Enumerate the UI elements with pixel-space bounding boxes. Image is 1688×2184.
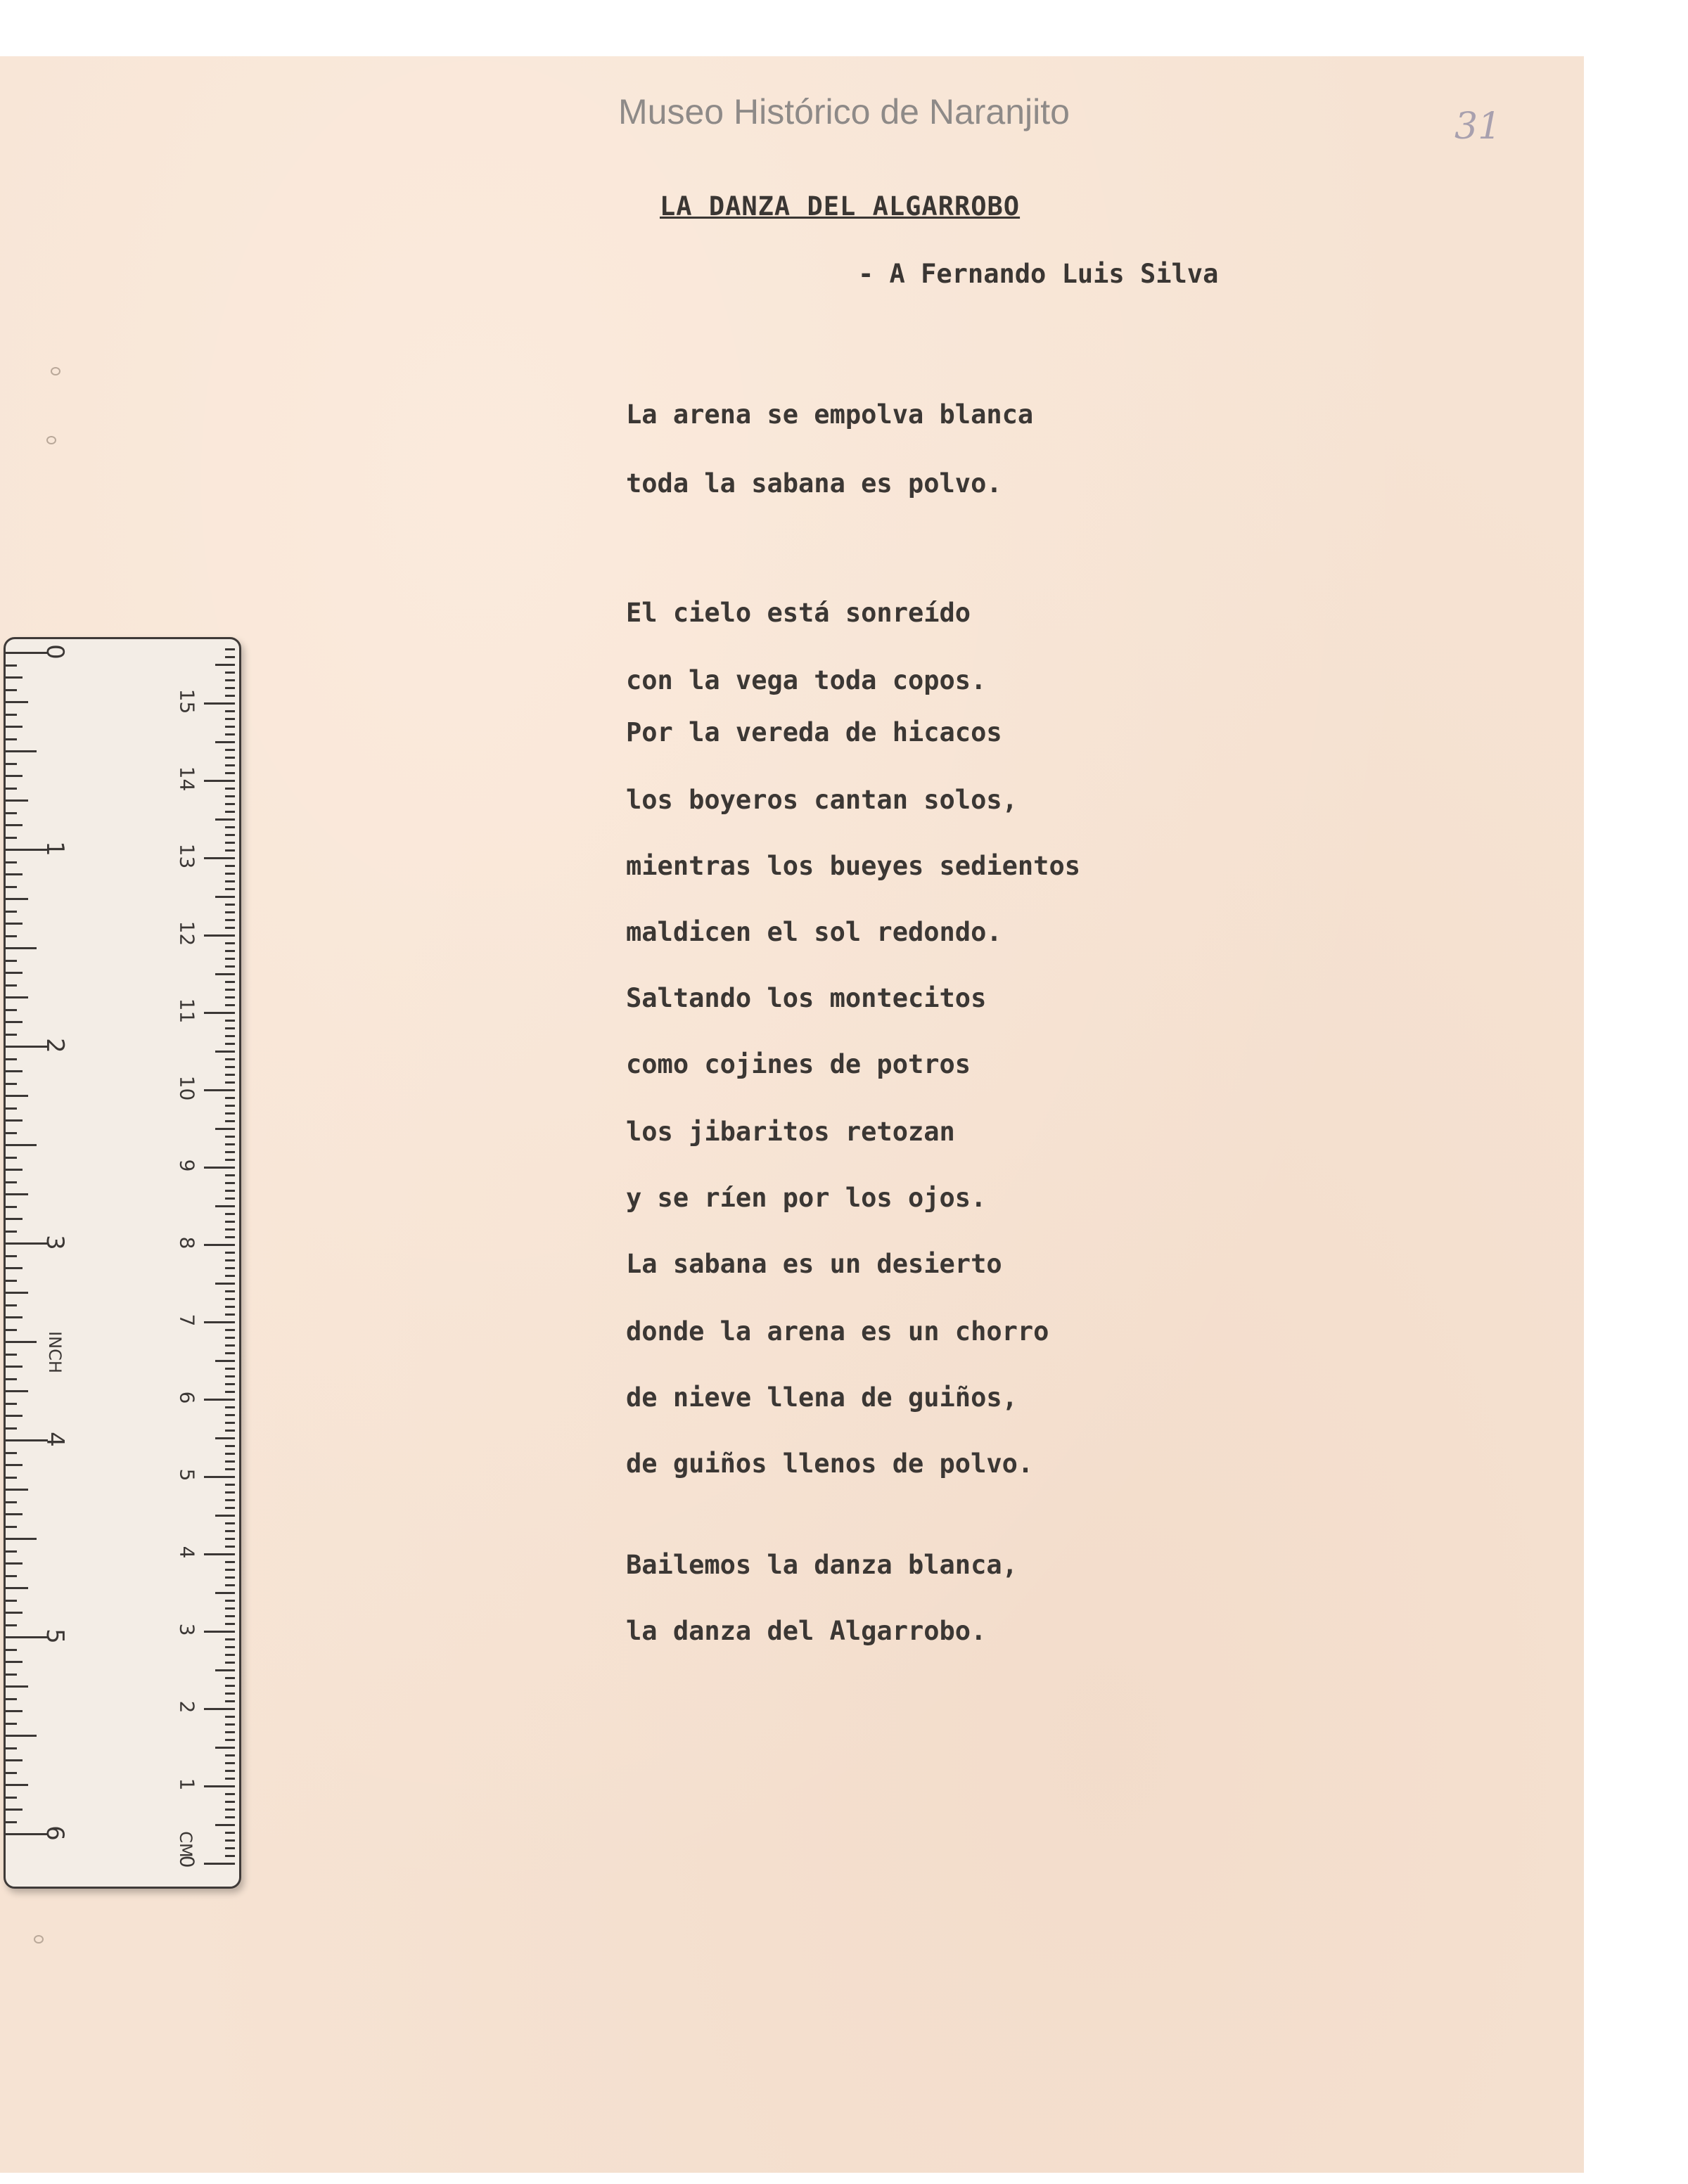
ruler-cm-tick xyxy=(225,1422,235,1424)
ruler-inch-tick xyxy=(6,1058,17,1060)
ruler-cm-tick xyxy=(215,1205,235,1207)
ruler-cm-tick xyxy=(225,1700,235,1702)
ruler-inch-tick xyxy=(6,1341,37,1343)
poem-line: de guiños llenos de polvo. xyxy=(626,1448,1034,1479)
ruler-inch-tick xyxy=(6,1723,17,1725)
ruler-cm-tick xyxy=(225,656,235,658)
ruler-inch-tick xyxy=(6,1489,28,1491)
ruler-inch-tick xyxy=(6,1009,17,1011)
ruler-cm-tick xyxy=(225,788,235,790)
ruler-inch-tick xyxy=(6,1181,17,1183)
scale-ruler xyxy=(4,637,241,1889)
ruler-cm-number: 10 xyxy=(175,1075,199,1101)
ruler-cm-tick xyxy=(225,733,235,736)
ruler-cm-tick xyxy=(204,780,235,782)
ruler-cm-tick xyxy=(225,772,235,774)
ruler-inch-tick xyxy=(6,1698,17,1700)
poem-line: la danza del Algarrobo. xyxy=(626,1616,987,1646)
poem-line: y se ríen por los ojos. xyxy=(626,1183,987,1213)
ruler-cm-tick xyxy=(225,1692,235,1695)
ruler-cm-tick xyxy=(204,1167,235,1169)
ruler-cm-tick xyxy=(215,896,235,898)
ruler-inch-tick xyxy=(6,1501,17,1503)
punch-hole xyxy=(34,1935,44,1944)
ruler-cm-tick xyxy=(225,1762,235,1764)
ruler-cm-tick xyxy=(225,1484,235,1486)
punch-hole xyxy=(46,436,56,444)
ruler-cm-tick xyxy=(225,1290,235,1292)
ruler-cm-tick xyxy=(225,679,235,681)
ruler-cm-tick xyxy=(225,1267,235,1269)
poem-line: La arena se empolva blanca xyxy=(626,399,1034,430)
ruler-cm-tick xyxy=(225,795,235,797)
ruler-cm-tick xyxy=(225,1252,235,1254)
ruler-cm-tick xyxy=(225,1313,235,1316)
ruler-inch-tick xyxy=(6,676,23,679)
ruler-cm-tick xyxy=(225,1112,235,1115)
ruler-inch-tick xyxy=(6,1403,17,1405)
ruler-cm-tick xyxy=(225,1213,235,1215)
ruler-cm-number: 2 xyxy=(175,1700,199,1714)
poem-line: con la vega toda copos. xyxy=(626,665,987,695)
ruler-cm-tick xyxy=(225,1522,235,1524)
poem-line: los boyeros cantan solos, xyxy=(626,785,1018,815)
ruler-cm-tick xyxy=(225,1723,235,1726)
ruler-cm-tick xyxy=(225,1298,235,1300)
ruler-cm-number: 13 xyxy=(175,843,199,869)
ruler-cm-tick xyxy=(225,981,235,983)
ruler-inch-tick xyxy=(6,1316,23,1318)
ruler-cm-tick xyxy=(225,1174,235,1176)
ruler-inch-tick xyxy=(6,837,17,839)
ruler-inch-tick xyxy=(6,714,17,716)
ruler-inch-tick xyxy=(6,1280,17,1282)
ruler-inch-tick xyxy=(6,750,37,752)
ruler-inch-tick xyxy=(6,1267,23,1269)
ruler-inch-tick xyxy=(6,1674,17,1676)
poem-line: como cojines de potros xyxy=(626,1049,971,1079)
ruler-cm-tick xyxy=(215,1747,235,1749)
ruler-cm-number: 12 xyxy=(175,920,199,946)
ruler-inch-tick xyxy=(6,886,17,888)
ruler-cm-tick xyxy=(225,1538,235,1540)
ruler-cm-tick xyxy=(225,718,235,720)
ruler-cm-number: 0 xyxy=(175,1855,199,1868)
ruler-cm-tick xyxy=(225,1197,235,1200)
poem-line: los jibaritos retozan xyxy=(626,1117,955,1147)
ruler-cm-tick xyxy=(225,1368,235,1370)
ruler-inch-label: INCH xyxy=(45,1331,65,1373)
ruler-inch-tick xyxy=(6,1452,17,1454)
ruler-inch-tick xyxy=(6,824,23,826)
ruler-cm-tick xyxy=(204,857,235,859)
ruler-cm-tick xyxy=(225,942,235,944)
ruler-inch-tick xyxy=(6,1255,17,1257)
ruler-inch-tick xyxy=(6,763,17,765)
ruler-inch-tick xyxy=(6,1550,17,1553)
ruler-inch-tick xyxy=(6,1464,23,1466)
ruler-cm-tick xyxy=(225,687,235,689)
ruler-cm-number: 8 xyxy=(175,1236,199,1250)
ruler-cm-tick xyxy=(225,1584,235,1586)
ruler-cm-tick xyxy=(225,1120,235,1122)
ruler-cm-tick xyxy=(225,1654,235,1656)
ruler-inch-number: 1 xyxy=(41,841,69,856)
ruler-inch-tick xyxy=(6,1562,23,1565)
poem-line: maldicen el sol redondo. xyxy=(626,917,1002,947)
ruler-cm-tick xyxy=(225,1839,235,1842)
ruler-cm-tick xyxy=(225,1058,235,1060)
ruler-cm-tick xyxy=(225,764,235,766)
poem-dedication: - A Fernando Luis Silva xyxy=(858,259,1219,289)
ruler-cm-tick xyxy=(225,811,235,813)
ruler-cm-tick xyxy=(225,1190,235,1192)
ruler-cm-tick xyxy=(225,1677,235,1679)
ruler-cm-tick xyxy=(225,965,235,968)
ruler-cm-tick xyxy=(225,834,235,836)
ruler-inch-tick xyxy=(6,935,17,937)
ruler-cm-tick xyxy=(225,1638,235,1640)
ruler-inch-tick xyxy=(6,996,28,998)
ruler-cm-tick xyxy=(225,1027,235,1029)
ruler-inch-tick xyxy=(6,701,28,703)
ruler-inch-tick xyxy=(6,1231,17,1233)
ruler-cm-tick xyxy=(215,1515,235,1517)
ruler-cm-tick xyxy=(204,1708,235,1710)
handwritten-page-number: 31 xyxy=(1454,105,1502,148)
ruler-inch-tick xyxy=(6,1218,23,1220)
ruler-cm-tick xyxy=(225,757,235,759)
ruler-cm-tick xyxy=(225,1754,235,1756)
ruler-cm-tick xyxy=(215,1360,235,1362)
ruler-inch-tick xyxy=(6,923,23,925)
ruler-cm-tick xyxy=(225,1337,235,1339)
ruler-inch-tick xyxy=(6,738,17,740)
ruler-cm-tick xyxy=(225,1066,235,1068)
ruler-inch-tick xyxy=(6,775,23,777)
ruler-cm-tick xyxy=(225,919,235,921)
ruler-cm-tick xyxy=(225,1406,235,1408)
ruler-cm-number: 15 xyxy=(175,688,199,714)
ruler-inch-tick xyxy=(6,1157,17,1159)
ruler-cm-tick xyxy=(225,865,235,867)
ruler-cm-tick xyxy=(225,749,235,751)
ruler-cm-label: CM xyxy=(176,1831,196,1858)
ruler-cm-tick xyxy=(204,1321,235,1323)
ruler-cm-tick xyxy=(225,1685,235,1687)
ruler-cm-tick xyxy=(225,1329,235,1331)
ruler-inch-tick xyxy=(6,1415,23,1417)
ruler-cm-tick xyxy=(225,849,235,852)
ruler-inch-tick xyxy=(6,788,17,790)
ruler-inch-tick xyxy=(6,984,17,987)
ruler-cm-tick xyxy=(204,1785,235,1787)
ruler-cm-tick xyxy=(225,1561,235,1563)
ruler-inch-tick xyxy=(6,1132,17,1134)
ruler-cm-tick xyxy=(225,672,235,674)
ruler-cm-tick xyxy=(225,1739,235,1741)
ruler-inch-tick xyxy=(6,972,23,974)
punch-hole xyxy=(51,367,60,375)
ruler-inch-tick xyxy=(6,861,17,863)
poem-line: mientras los bueyes sedientos xyxy=(626,851,1081,881)
ruler-cm-tick xyxy=(225,1391,235,1393)
ruler-cm-tick xyxy=(225,1159,235,1161)
ruler-cm-tick xyxy=(225,1074,235,1076)
ruler-cm-tick xyxy=(225,1468,235,1470)
ruler-cm-tick xyxy=(225,1221,235,1223)
ruler-inch-tick xyxy=(6,1526,17,1528)
ruler-inch-number: 0 xyxy=(41,644,69,660)
ruler-inch-tick xyxy=(6,898,28,900)
ruler-cm-tick xyxy=(225,1576,235,1579)
ruler-cm-tick xyxy=(225,1136,235,1138)
ruler-cm-tick xyxy=(225,1344,235,1347)
ruler-cm-number: 14 xyxy=(175,766,199,792)
ruler-cm-tick xyxy=(225,1097,235,1099)
ruler-inch-tick xyxy=(6,664,17,667)
ruler-cm-number: 3 xyxy=(175,1623,199,1636)
ruler-cm-tick xyxy=(225,873,235,875)
ruler-cm-tick xyxy=(225,1716,235,1718)
ruler-cm-tick xyxy=(225,1275,235,1277)
ruler-inch-tick xyxy=(6,1772,17,1774)
ruler-inch-tick xyxy=(6,1292,28,1294)
ruler-cm-number: 4 xyxy=(175,1546,199,1559)
ruler-inch-tick xyxy=(6,1366,23,1368)
ruler-inch-tick xyxy=(6,1649,17,1651)
ruler-cm-tick xyxy=(204,1476,235,1478)
ruler-cm-tick xyxy=(204,1399,235,1401)
ruler-cm-tick xyxy=(215,741,235,743)
ruler-inch-tick xyxy=(6,1624,17,1626)
ruler-inch-tick xyxy=(6,911,17,913)
ruler-cm-tick xyxy=(225,1236,235,1238)
ruler-inch-tick xyxy=(6,1477,17,1479)
ruler-cm-number: 1 xyxy=(175,1778,199,1791)
ruler-inch-tick xyxy=(6,1169,23,1171)
ruler-inch-tick xyxy=(6,1747,17,1749)
ruler-cm-tick xyxy=(225,648,235,650)
ruler-cm-tick xyxy=(225,989,235,991)
ruler-cm-tick xyxy=(225,1530,235,1532)
ruler-cm-tick xyxy=(225,1383,235,1385)
ruler-cm-tick xyxy=(225,1143,235,1145)
ruler-cm-tick xyxy=(225,1809,235,1811)
ruler-inch-tick xyxy=(6,1070,23,1072)
poem-line: La sabana es un desierto xyxy=(626,1249,1002,1279)
ruler-cm-tick xyxy=(204,1244,235,1246)
ruler-cm-number: 11 xyxy=(175,998,199,1024)
poem-title: LA DANZA DEL ALGARROBO xyxy=(660,191,1021,221)
ruler-cm-tick xyxy=(225,1491,235,1494)
ruler-cm-tick xyxy=(225,1430,235,1432)
ruler-inch-tick xyxy=(6,1821,17,1823)
ruler-cm-tick xyxy=(225,1460,235,1463)
ruler-cm-tick xyxy=(225,826,235,828)
ruler-inch-tick xyxy=(6,1710,23,1712)
ruler-inch-tick xyxy=(6,1575,17,1577)
ruler-cm-tick xyxy=(225,1546,235,1548)
ruler-cm-tick xyxy=(204,934,235,937)
ruler-cm-tick xyxy=(225,1778,235,1780)
ruler-inch-tick xyxy=(6,812,17,814)
ruler-cm-tick xyxy=(225,1855,235,1857)
ruler-cm-tick xyxy=(204,1089,235,1091)
ruler-cm-tick xyxy=(225,710,235,712)
ruler-cm-tick xyxy=(225,1507,235,1509)
ruler-cm-tick xyxy=(225,880,235,882)
ruler-cm-tick xyxy=(204,1553,235,1555)
ruler-cm-tick xyxy=(215,1128,235,1130)
ruler-cm-tick xyxy=(225,1801,235,1803)
ruler-cm-tick xyxy=(225,1793,235,1795)
ruler-cm-tick xyxy=(225,1615,235,1617)
ruler-inch-tick xyxy=(6,1587,28,1589)
ruler-cm-tick xyxy=(225,1414,235,1416)
ruler-cm-tick xyxy=(225,1499,235,1501)
ruler-inch-tick xyxy=(6,1304,17,1306)
poem-line: donde la arena es un chorro xyxy=(626,1316,1049,1347)
poem-line: Por la vereda de hicacos xyxy=(626,717,1002,747)
ruler-cm-tick xyxy=(215,1437,235,1439)
ruler-cm-tick xyxy=(215,818,235,821)
ruler-cm-tick xyxy=(215,1669,235,1671)
ruler-cm-tick xyxy=(225,1816,235,1818)
ruler-cm-tick xyxy=(225,1182,235,1184)
ruler-cm-tick xyxy=(225,1105,235,1107)
ruler-cm-tick xyxy=(225,911,235,913)
ruler-cm-tick xyxy=(225,1770,235,1772)
ruler-cm-tick xyxy=(225,1375,235,1377)
ruler-inch-number: 6 xyxy=(41,1825,69,1841)
ruler-cm-tick xyxy=(225,695,235,697)
ruler-inch-tick xyxy=(6,1600,17,1602)
poem-line: de nieve llena de guiños, xyxy=(626,1382,1018,1413)
ruler-cm-tick xyxy=(225,1569,235,1571)
ruler-inch-tick xyxy=(6,1034,17,1036)
poem-line: Saltando los montecitos xyxy=(626,983,987,1013)
ruler-cm-tick xyxy=(225,950,235,952)
ruler-inch-tick xyxy=(6,1083,17,1085)
ruler-inch-tick xyxy=(6,1390,28,1392)
ruler-cm-number: 5 xyxy=(175,1468,199,1482)
ruler-cm-tick xyxy=(215,1592,235,1594)
ruler-cm-tick xyxy=(225,1646,235,1648)
poem-line: El cielo está sonreído xyxy=(626,598,971,628)
ruler-cm-tick xyxy=(225,726,235,728)
ruler-inch-number: 2 xyxy=(41,1038,69,1053)
ruler-inch-tick xyxy=(6,873,23,875)
ruler-cm-tick xyxy=(215,1824,235,1826)
ruler-cm-tick xyxy=(215,664,235,666)
museum-watermark: Museo Histórico de Naranjito xyxy=(618,92,1070,131)
ruler-cm-tick xyxy=(225,1662,235,1664)
ruler-inch-number: 3 xyxy=(41,1235,69,1250)
ruler-inch-tick xyxy=(6,1784,28,1786)
ruler-cm-tick xyxy=(215,1283,235,1285)
ruler-inch-tick xyxy=(6,1193,28,1195)
ruler-cm-tick xyxy=(225,904,235,906)
ruler-cm-tick xyxy=(225,1004,235,1006)
ruler-cm-tick xyxy=(225,1259,235,1261)
ruler-inch-tick xyxy=(6,1206,17,1208)
ruler-inch-tick xyxy=(6,1685,28,1688)
ruler-cm-tick xyxy=(204,1012,235,1014)
ruler-cm-tick xyxy=(225,958,235,960)
ruler-inch-tick xyxy=(6,689,17,691)
ruler-cm-tick xyxy=(225,803,235,805)
ruler-inch-tick xyxy=(6,1378,17,1380)
ruler-cm-number: 6 xyxy=(175,1391,199,1404)
ruler-inch-tick xyxy=(6,726,23,728)
ruler-inch-tick xyxy=(6,1427,17,1430)
ruler-inch-tick xyxy=(6,799,28,802)
ruler-cm-tick xyxy=(225,1832,235,1834)
ruler-cm-tick xyxy=(225,1607,235,1610)
ruler-cm-tick xyxy=(225,842,235,844)
ruler-cm-tick xyxy=(225,1228,235,1231)
ruler-cm-tick xyxy=(225,1731,235,1733)
ruler-cm-tick xyxy=(225,1600,235,1602)
ruler-inch-tick xyxy=(6,1735,37,1737)
ruler-inch-tick xyxy=(6,1538,37,1540)
ruler-cm-tick xyxy=(225,1445,235,1447)
ruler-cm-number: 9 xyxy=(175,1159,199,1172)
ruler-cm-tick xyxy=(225,1847,235,1849)
ruler-cm-tick xyxy=(225,1081,235,1084)
ruler-inch-number: 5 xyxy=(41,1629,69,1644)
ruler-inch-tick xyxy=(6,1329,17,1331)
ruler-inch-tick xyxy=(6,1759,23,1761)
ruler-cm-tick xyxy=(225,1043,235,1045)
ruler-inch-tick xyxy=(6,1354,17,1356)
ruler-inch-tick xyxy=(6,1612,23,1614)
ruler-cm-tick xyxy=(204,1631,235,1633)
ruler-inch-tick xyxy=(6,1661,23,1663)
ruler-inch-tick xyxy=(6,1513,23,1515)
ruler-cm-tick xyxy=(225,1623,235,1625)
ruler-inch-tick xyxy=(6,960,17,962)
ruler-cm-tick xyxy=(225,1020,235,1022)
ruler-cm-tick xyxy=(215,973,235,975)
ruler-cm-tick xyxy=(204,1863,235,1865)
ruler-cm-tick xyxy=(225,996,235,998)
ruler-inch-tick xyxy=(6,1021,23,1023)
ruler-cm-tick xyxy=(204,702,235,705)
ruler-cm-tick xyxy=(225,1035,235,1037)
poem-line: Bailemos la danza blanca, xyxy=(626,1550,1018,1580)
poem-line: toda la sabana es polvo. xyxy=(626,468,1002,499)
ruler-cm-tick xyxy=(225,1352,235,1354)
ruler-inch-tick xyxy=(6,947,37,949)
ruler-inch-tick xyxy=(6,1107,17,1110)
ruler-cm-tick xyxy=(225,927,235,929)
ruler-cm-tick xyxy=(225,1151,235,1153)
ruler-cm-number: 7 xyxy=(175,1313,199,1327)
ruler-inch-number: 4 xyxy=(41,1432,69,1447)
ruler-inch-tick xyxy=(6,1809,23,1811)
ruler-inch-tick xyxy=(6,1144,37,1146)
ruler-inch-tick xyxy=(6,1095,28,1097)
ruler-cm-tick xyxy=(225,1453,235,1455)
ruler-inch-tick xyxy=(6,1119,23,1122)
ruler-cm-tick xyxy=(225,888,235,890)
ruler-inch-tick xyxy=(6,1797,17,1799)
ruler-cm-tick xyxy=(215,1051,235,1053)
ruler-cm-tick xyxy=(225,1306,235,1308)
